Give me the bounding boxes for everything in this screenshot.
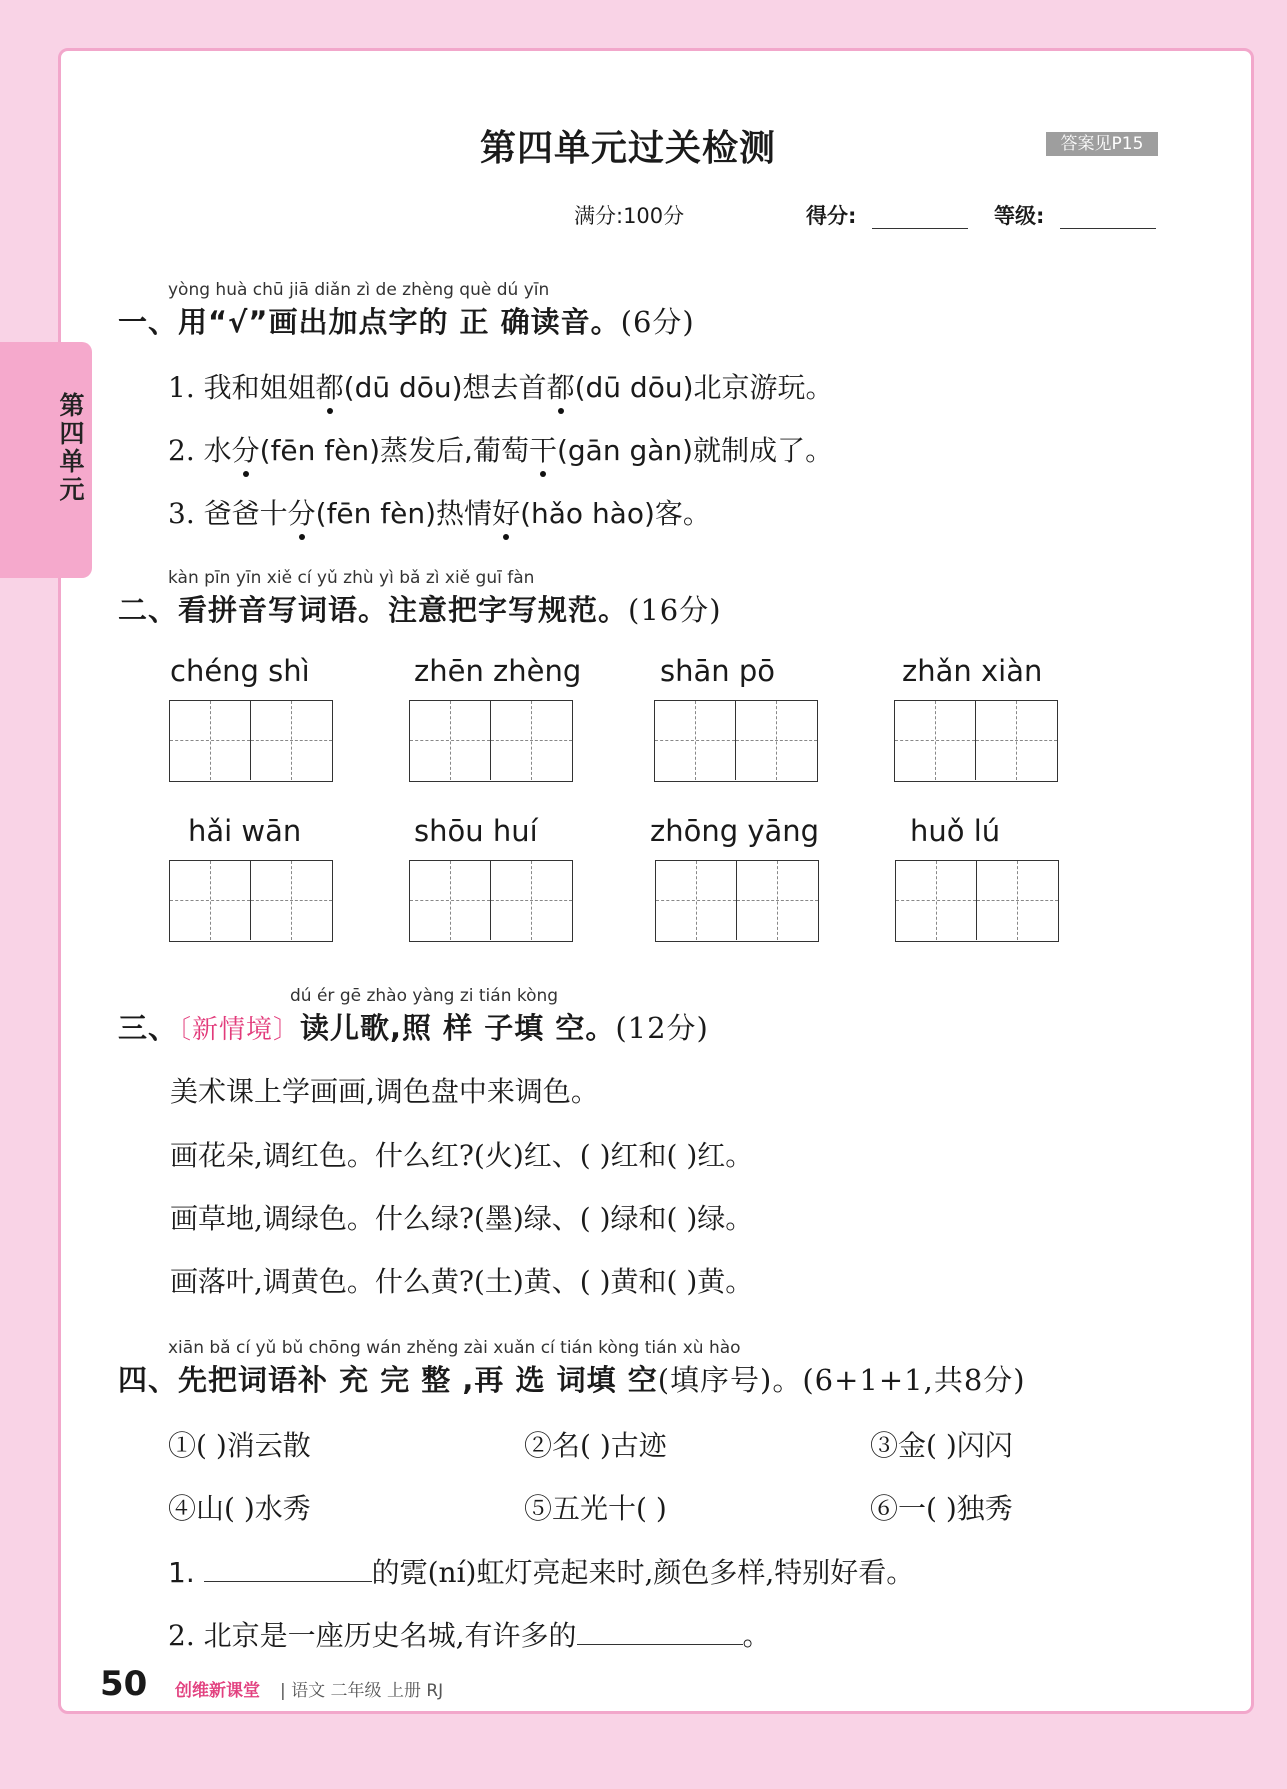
q3-line: 美术课上学画画,调色盘中来调色。 [170,1075,599,1108]
dotted-char: 分 [288,492,316,532]
q1-pinyin: yòng huà chū jiā diǎn zì de zhèng què dú yīn [168,280,550,300]
pinyin-choice[interactable]: (dū dōu)北京游玩。 [574,371,834,404]
footer-brand: 创维新课堂 [175,1681,260,1701]
score-blank[interactable] [872,228,968,229]
q4-sentence-1-number: 1. [168,1556,195,1589]
dotted-char: 都 [547,366,575,406]
writing-grid[interactable] [655,860,819,942]
q4-option[interactable]: ①( )消云散 [168,1429,311,1462]
score-label: 得分: [806,204,857,228]
q4-option[interactable]: ④山( )水秀 [168,1492,311,1525]
q2-word-pinyin: chéng shì [170,654,310,688]
q2-pinyin: kàn pīn yīn xiě cí yǔ zhù yì bǎ zì xiě guī fàn [168,568,535,588]
grade-label: 等级: [994,204,1045,228]
dotted-char: 分 [232,429,260,469]
q4-score: (填序号)。(6+1+1,共8分) [657,1363,1026,1397]
writing-grid[interactable] [894,700,1058,782]
q3-heading-text: 读儿歌,照 样 子填 空。 [300,1011,616,1045]
q2-heading [118,588,722,629]
q4-option[interactable]: ②名( )古迹 [524,1429,667,1462]
unit-side-tab-label: 第四单元 [59,391,85,504]
q3-pinyin: dú ér gē zhào yàng zi tián kòng [290,986,559,1006]
q1-score: (6分) [620,305,695,339]
q4-sentence-2-end: 。 [742,1619,771,1652]
answer-reference-badge: 答案见P15 [1046,132,1158,156]
fill-blank[interactable] [204,1553,372,1582]
dotted-char: 都 [316,366,344,406]
fill-blank[interactable] [577,1616,743,1645]
q3-prefix: 三、 [118,1011,179,1045]
writing-grid[interactable] [409,700,573,782]
q4-heading [118,1358,1026,1399]
q3-line[interactable]: 画草地,调绿色。什么绿?(墨)绿、( )绿和( )绿。 [170,1202,754,1235]
full-score-label: 满分:100分 [574,204,685,228]
q2-word-pinyin: huǒ lú [910,814,1001,848]
q2-word-pinyin: zhǎn xiàn [902,654,1043,688]
q2-word-pinyin: shōu huí [414,814,538,848]
q2-score: (16分) [628,593,722,627]
q3-line[interactable]: 画花朵,调红色。什么红?(火)红、( )红和( )红。 [170,1139,754,1172]
pinyin-choice[interactable]: (fēn fèn)蒸发后,葡萄 [259,434,529,467]
pinyin-choice[interactable]: (dū dōu)想去首 [343,371,547,404]
page-number: 50 [100,1664,148,1704]
q4-sentence-2 [168,1614,771,1654]
q4-option[interactable]: ③金( )闪闪 [870,1429,1013,1462]
q2-word-pinyin: shān pō [660,654,776,688]
writing-grid[interactable] [409,860,573,942]
q1-heading-text: 一、用“√”画出加点字的 正 确读音。 [118,305,621,339]
q4-sentence-1 [168,1551,914,1591]
q1-heading [118,300,695,341]
q3-context-tag: 〔新情境〕 [178,1015,301,1045]
pinyin-choice[interactable]: (hǎo hào)客。 [520,497,711,530]
footer-info: | 语文 二年级 上册 RJ [280,1681,444,1701]
grade-blank[interactable] [1060,228,1156,229]
q2-word-pinyin: zhōng yāng [650,814,820,848]
q4-sentence-2-text: 2. 北京是一座历史名城,有许多的 [168,1619,577,1652]
q1-item-2: 2. 水分(fēn fèn)蒸发后,葡萄干(gān gàn)就制成了。 [168,429,833,469]
q1-item-1: 1. 我和姐姐都(dū dōu)想去首都(dū dōu)北京游玩。 [168,366,834,406]
q4-heading-text: 四、先把词语补 充 完 整 ,再 选 词填 空 [118,1363,658,1397]
writing-grid[interactable] [654,700,818,782]
writing-grid[interactable] [169,860,333,942]
q3-score: (12分) [615,1011,709,1045]
q4-option[interactable]: ⑥一( )独秀 [870,1492,1013,1525]
q2-word-pinyin: zhēn zhèng [414,654,582,688]
q4-pinyin: xiān bǎ cí yǔ bǔ chōng wán zhěng zài xuǎn cí tián kòng tián xù hào [168,1338,741,1358]
writing-grid[interactable] [895,860,1059,942]
q2-word-pinyin: hǎi wān [188,814,302,848]
page-title: 第四单元过关检测 [480,128,777,169]
q2-heading-text: 二、看拼音写词语。注意把字写规范。 [118,593,629,627]
dotted-char: 干 [529,429,557,469]
q4-option[interactable]: ⑤五光十( ) [524,1492,667,1525]
q4-sentence-1-text: 的霓(ní)虹灯亮起来时,颜色多样,特别好看。 [371,1556,915,1589]
pinyin-choice[interactable]: (gān gàn)就制成了。 [556,434,834,467]
q1-item-3: 3. 爸爸十分(fēn fèn)热情好(hǎo hào)客。 [168,492,711,532]
q3-heading [118,1006,709,1047]
writing-grid[interactable] [169,700,333,782]
unit-side-tab [0,342,92,578]
pinyin-choice[interactable]: (fēn fèn)热情 [315,497,493,530]
dotted-char: 好 [492,492,520,532]
q3-line[interactable]: 画落叶,调黄色。什么黄?(土)黄、( )黄和( )黄。 [170,1265,754,1298]
